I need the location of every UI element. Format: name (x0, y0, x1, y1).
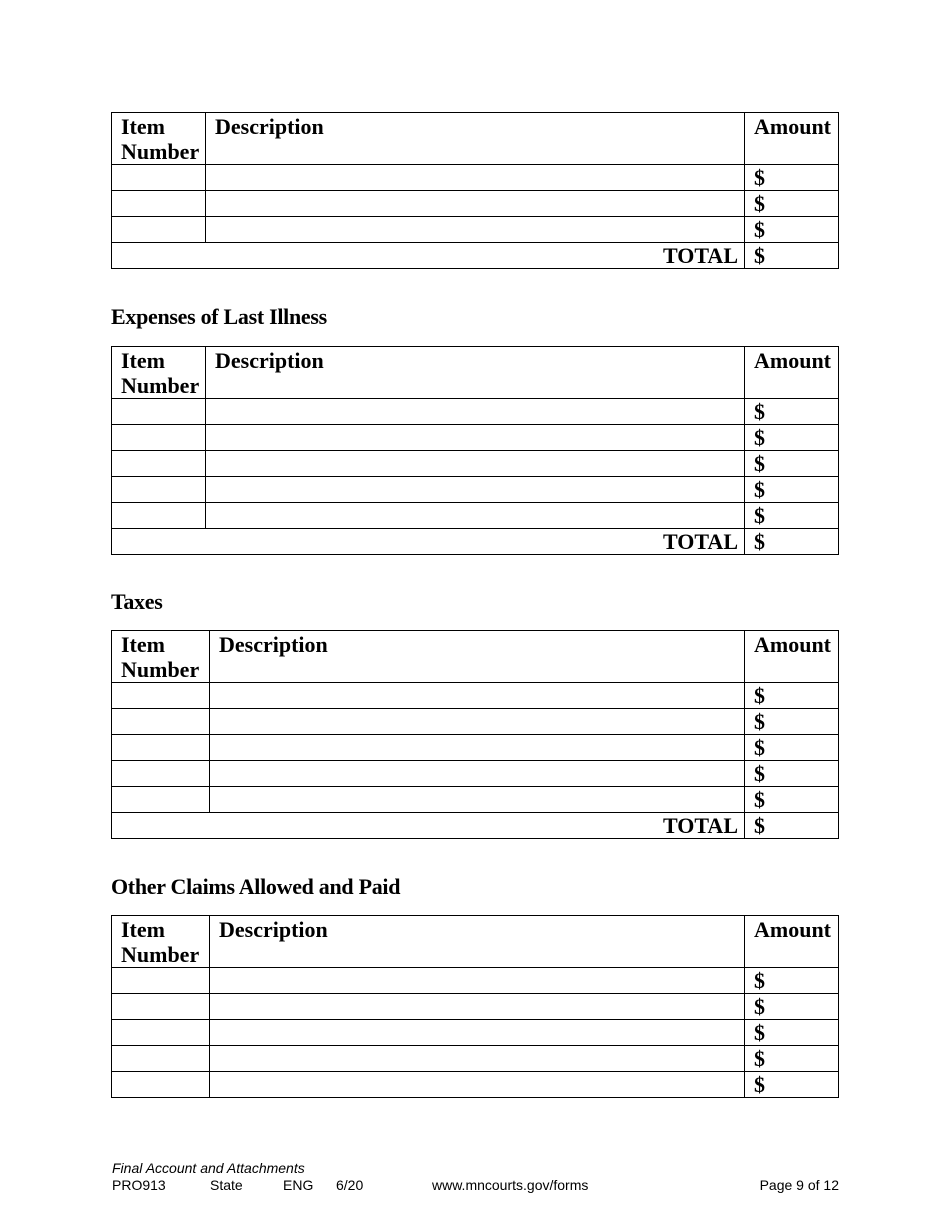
section-title-taxes: Taxes (111, 589, 163, 614)
amount-cell[interactable]: $ (745, 503, 839, 529)
footer-page-number: Page 9 of 12 (759, 1177, 839, 1193)
item-number-cell[interactable] (112, 1020, 210, 1046)
amount-cell[interactable]: $ (745, 425, 839, 451)
description-cell[interactable] (206, 217, 745, 243)
total-label: TOTAL (112, 813, 745, 839)
total-amount-cell[interactable]: $ (745, 529, 839, 555)
table-header-row (112, 113, 839, 165)
item-number-cell[interactable] (112, 191, 206, 217)
amount-cell[interactable]: $ (745, 787, 839, 813)
description-cell[interactable] (210, 968, 745, 994)
amount-cell[interactable]: $ (745, 709, 839, 735)
footer-form-title: Final Account and Attachments (112, 1160, 305, 1176)
table-row (112, 683, 839, 709)
table-continued (111, 112, 839, 269)
footer-revision: 6/20 (336, 1177, 364, 1193)
table-header-row (112, 347, 839, 399)
description-cell[interactable] (210, 787, 745, 813)
description-cell[interactable] (210, 1020, 745, 1046)
item-number-cell[interactable] (112, 165, 206, 191)
description-cell[interactable] (210, 994, 745, 1020)
footer-code-line (112, 1177, 839, 1195)
description-header: Description (206, 347, 745, 399)
item-number-cell[interactable] (112, 994, 210, 1020)
description-cell[interactable] (210, 1046, 745, 1072)
amount-header: Amount (745, 347, 839, 399)
table-header-row (112, 631, 839, 683)
page-footer (112, 1160, 839, 1195)
item-number-cell[interactable] (112, 217, 206, 243)
table-row (112, 503, 839, 529)
table-header-row (112, 916, 839, 968)
table-row (112, 477, 839, 503)
item-number-header: Item Number (112, 347, 206, 399)
table-row (112, 787, 839, 813)
description-cell[interactable] (210, 761, 745, 787)
item-number-header: Item Number (112, 113, 206, 165)
table-row (112, 994, 839, 1020)
item-number-cell[interactable] (112, 787, 210, 813)
item-number-cell[interactable] (112, 968, 210, 994)
item-number-cell[interactable] (112, 761, 210, 787)
amount-cell[interactable]: $ (745, 968, 839, 994)
amount-cell[interactable]: $ (745, 477, 839, 503)
item-number-cell[interactable] (112, 425, 206, 451)
amount-cell[interactable]: $ (745, 994, 839, 1020)
item-number-header: Item Number (112, 631, 210, 683)
item-number-header: Item Number (112, 916, 210, 968)
table-row (112, 451, 839, 477)
description-cell[interactable] (210, 1072, 745, 1098)
amount-header: Amount (745, 113, 839, 165)
item-number-cell[interactable] (112, 399, 206, 425)
description-header: Description (206, 113, 745, 165)
item-number-cell[interactable] (112, 1046, 210, 1072)
footer-jurisdiction: State (210, 1177, 243, 1193)
footer-form-code: PRO913 (112, 1177, 166, 1193)
description-cell[interactable] (206, 399, 745, 425)
item-number-cell[interactable] (112, 683, 210, 709)
footer-language: ENG (283, 1177, 314, 1193)
table-last-illness (111, 346, 839, 555)
section-title-last-illness: Expenses of Last Illness (111, 304, 327, 329)
table-row (112, 1020, 839, 1046)
total-amount-cell[interactable]: $ (745, 243, 839, 269)
table-row (112, 1046, 839, 1072)
item-number-cell[interactable] (112, 709, 210, 735)
amount-cell[interactable]: $ (745, 1072, 839, 1098)
amount-cell[interactable]: $ (745, 683, 839, 709)
total-row (112, 813, 839, 839)
description-cell[interactable] (206, 451, 745, 477)
amount-cell[interactable]: $ (745, 165, 839, 191)
total-amount-cell[interactable]: $ (745, 813, 839, 839)
amount-cell[interactable]: $ (745, 217, 839, 243)
amount-cell[interactable]: $ (745, 761, 839, 787)
table-row (112, 735, 839, 761)
table-row (112, 425, 839, 451)
total-row (112, 243, 839, 269)
amount-cell[interactable]: $ (745, 1046, 839, 1072)
description-header: Description (210, 916, 745, 968)
table-row (112, 399, 839, 425)
total-label: TOTAL (112, 243, 745, 269)
description-cell[interactable] (206, 503, 745, 529)
amount-cell[interactable]: $ (745, 191, 839, 217)
table-row (112, 761, 839, 787)
total-label: TOTAL (112, 529, 745, 555)
table-row (112, 709, 839, 735)
description-cell[interactable] (210, 683, 745, 709)
amount-header: Amount (745, 631, 839, 683)
section-title-other-claims: Other Claims Allowed and Paid (111, 874, 401, 899)
table-row (112, 165, 839, 191)
footer-website: www.mncourts.gov/forms (432, 1177, 589, 1193)
description-header: Description (210, 631, 745, 683)
item-number-cell[interactable] (112, 1072, 210, 1098)
table-row (112, 191, 839, 217)
description-cell[interactable] (206, 425, 745, 451)
table-row (112, 968, 839, 994)
amount-cell[interactable]: $ (745, 1020, 839, 1046)
table-taxes (111, 630, 839, 839)
table-row (112, 1072, 839, 1098)
description-cell[interactable] (206, 477, 745, 503)
amount-cell[interactable]: $ (745, 735, 839, 761)
total-row (112, 529, 839, 555)
amount-cell[interactable]: $ (745, 451, 839, 477)
table-row (112, 217, 839, 243)
description-cell[interactable] (206, 165, 745, 191)
item-number-cell[interactable] (112, 735, 210, 761)
description-cell[interactable] (210, 735, 745, 761)
description-cell[interactable] (210, 709, 745, 735)
item-number-cell[interactable] (112, 451, 206, 477)
amount-header: Amount (745, 916, 839, 968)
item-number-cell[interactable] (112, 503, 206, 529)
amount-cell[interactable]: $ (745, 399, 839, 425)
table-other-claims (111, 915, 839, 1098)
item-number-cell[interactable] (112, 477, 206, 503)
description-cell[interactable] (206, 191, 745, 217)
